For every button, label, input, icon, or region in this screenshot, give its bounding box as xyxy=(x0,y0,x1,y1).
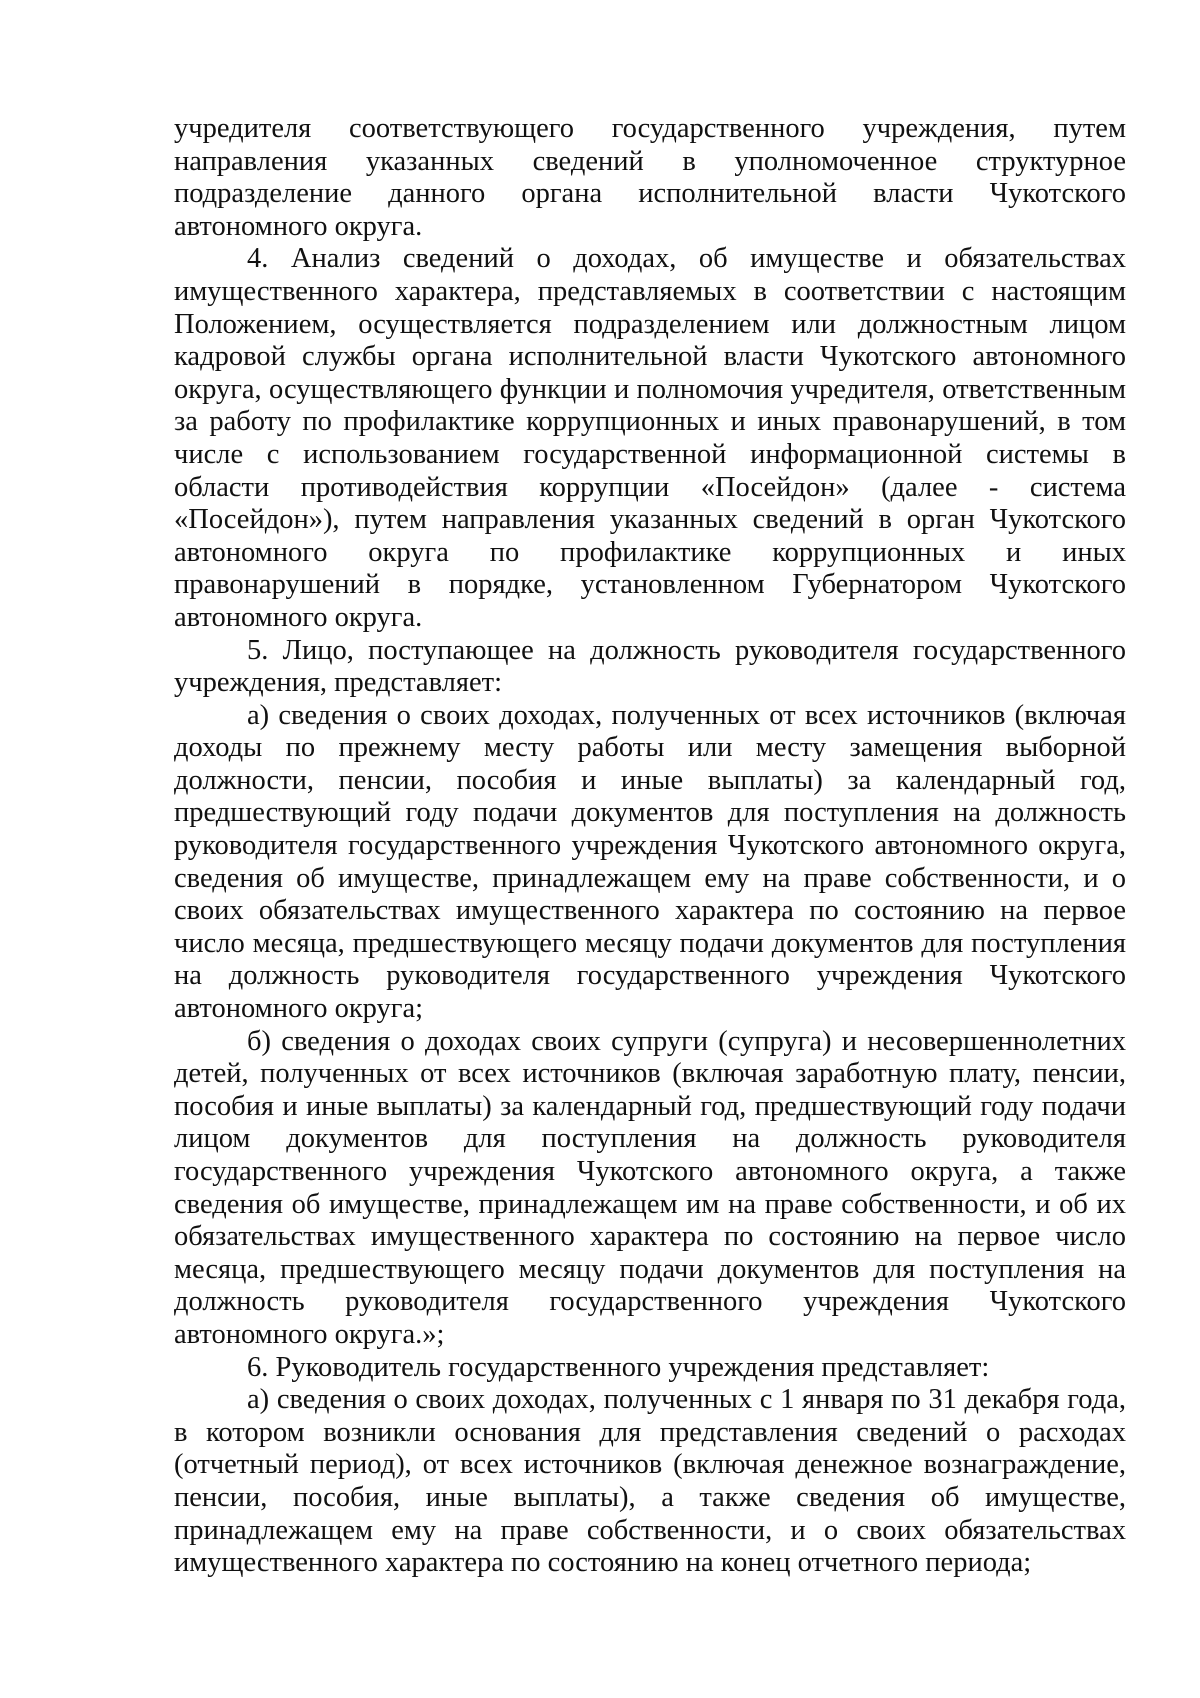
paragraph-item-5-intro: 5. Лицо, поступающее на должность руководителя государственного учреждения, представляет: xyxy=(174,634,1126,699)
document-page xyxy=(174,113,1126,1580)
paragraph-continuation: учредителя соответствующего государственного учреждения, путем направления указанных сведений в уполномоченное структурное подразделение данного органа исполнительной власти Чукотского автономного округа. xyxy=(174,113,1126,242)
paragraph-item-4-analysis: 4. Анализ сведений о доходах, об имуществе и обязательствах имущественного характера, представляемых в соответствии с настоящим Положением, осуществляется подразделением или должностным лицом кадровой службы органа исполнительной власти Чукотского автономного округа, осуществляющего функции и полномочия учредителя, ответственным за работу по профилактике коррупционных и иных правонарушений, в том числе с использованием государственной информационной системы в области противодействия коррупции «Посейдон» (далее - система «Посейдон»), путем направления указанных сведений в орган Чукотского автономного округа по профилактике коррупционных и иных правонарушений в порядке, установленном Губернатором Чукотского автономного округа. xyxy=(174,243,1126,633)
paragraph-item-5b: б) сведения о доходах своих супруги (супруга) и несовершеннолетних детей, полученных от всех источников (включая заработную плату, пенсии, пособия и иные выплаты) за календарный год, предшествующий году подачи лицом документов для поступления на должность руководителя государственного учреждения Чукотского автономного округа, а также сведения об имуществе, принадлежащем им на праве собственности, и об их обязательствах имущественного характера по состоянию на первое число месяца, предшествующего месяцу подачи документов для поступления на должность руководителя государственного учреждения Чукотского автономного округа.»; xyxy=(174,1025,1126,1350)
paragraph-item-5a: а) сведения о своих доходах, полученных от всех источников (включая доходы по прежнему месту работы или месту замещения выборной должности, пенсии, пособия и иные выплаты) за календарный год, предшествующий году подачи документов для поступления на должность руководителя государственного учреждения Чукотского автономного округа, сведения об имуществе, принадлежащем ему на праве собственности, и о своих обязательствах имущественного характера по состоянию на первое число месяца, предшествующего месяцу подачи документов для поступления на должность руководителя государственного учреждения Чукотского автономного округа; xyxy=(174,699,1126,1025)
paragraph-item-6-intro: 6. Руководитель государственного учреждения представляет: xyxy=(247,1351,990,1383)
paragraph-item-6a: а) сведения о своих доходах, полученных с 1 января по 31 декабря года, в котором возникли основания для представления сведений о расходах (отчетный период), от всех источников (включая денежное вознаграждение, пенсии, пособия, иные выплаты), а также сведения об имуществе, принадлежащем ему на праве собственности, и о своих обязательствах имущественного характера по состоянию на конец отчетного периода; xyxy=(174,1384,1126,1579)
